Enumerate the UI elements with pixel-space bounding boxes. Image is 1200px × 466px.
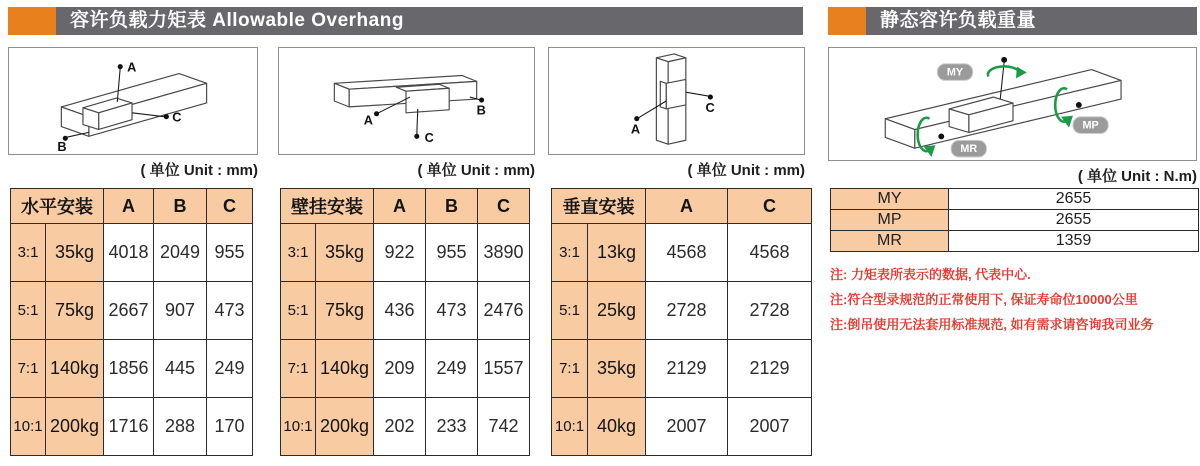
unit-caption: ( 单位 Unit : mm) <box>140 162 258 179</box>
mr-badge: MR <box>960 143 978 156</box>
point-b-label: B <box>476 102 486 118</box>
table-row <box>281 398 530 456</box>
value-cell: 473 <box>207 282 253 340</box>
unit-caption: ( 单位 Unit : mm) <box>687 162 805 179</box>
value-cell: 2007 <box>728 398 812 456</box>
value-cell: 1716 <box>104 398 154 456</box>
ratio-cell: 5:1 <box>552 282 588 340</box>
table-row <box>552 224 812 282</box>
load-cell: 25kg <box>588 282 646 340</box>
vertical-mount-diagram <box>548 47 805 155</box>
horizontal-mount-table <box>10 188 253 456</box>
moment-value: 2655 <box>949 210 1199 231</box>
value-cell: 2007 <box>646 398 728 456</box>
ratio-cell: 3:1 <box>11 224 46 282</box>
value-cell: 209 <box>374 340 426 398</box>
value-cell: 2129 <box>646 340 728 398</box>
orange-accent-block <box>8 7 56 35</box>
load-cell: 35kg <box>316 224 374 282</box>
point-c-label: C <box>424 130 434 146</box>
table-row <box>11 340 253 398</box>
point-a-label: A <box>127 59 137 75</box>
col-header-c: C <box>728 189 812 224</box>
col-header-b: B <box>426 189 478 224</box>
value-cell: 170 <box>207 398 253 456</box>
beam-moment-axes-icon <box>829 48 1196 160</box>
value-cell: 2476 <box>478 282 530 340</box>
note-line: 注: 力矩表所表示的数据, 代表中心. <box>830 267 1031 282</box>
point-a-label: A <box>630 121 641 137</box>
unit-caption: ( 单位 Unit : N.m) <box>1077 168 1197 185</box>
load-cell: 140kg <box>46 340 104 398</box>
table-row <box>281 282 530 340</box>
section-title: 容许负载力矩表 Allowable Overhang <box>56 7 803 35</box>
point-b-label: B <box>57 139 67 154</box>
wall-mount-table <box>280 188 530 456</box>
value-cell: 233 <box>426 398 478 456</box>
load-cell: 40kg <box>588 398 646 456</box>
col-header-a: A <box>104 189 154 224</box>
col-header-b: B <box>154 189 207 224</box>
moment-label: MY <box>831 189 949 210</box>
ratio-cell: 7:1 <box>11 340 46 398</box>
ratio-cell: 10:1 <box>552 398 588 456</box>
ratio-cell: 7:1 <box>281 340 316 398</box>
table-row <box>11 398 253 456</box>
mp-badge: MP <box>1082 119 1099 132</box>
value-cell: 2129 <box>728 340 812 398</box>
beam-isometric-icon <box>279 48 534 154</box>
ratio-cell: 7:1 <box>552 340 588 398</box>
value-cell: 249 <box>207 340 253 398</box>
load-cell: 35kg <box>46 224 104 282</box>
value-cell: 907 <box>154 282 207 340</box>
ratio-cell: 3:1 <box>281 224 316 282</box>
table-row <box>11 224 253 282</box>
unit-caption: ( 单位 Unit : mm) <box>417 162 535 179</box>
load-cell: 140kg <box>316 340 374 398</box>
table-title: 壁挂安装 <box>281 189 374 224</box>
value-cell: 4018 <box>104 224 154 282</box>
value-cell: 1557 <box>478 340 530 398</box>
ratio-cell: 10:1 <box>11 398 46 456</box>
table-row <box>831 210 1199 231</box>
ratio-cell: 5:1 <box>281 282 316 340</box>
moment-label: MP <box>831 210 949 231</box>
point-c-label: C <box>172 109 182 125</box>
section-header-static-load <box>828 7 1197 35</box>
beam-isometric-icon <box>9 48 257 154</box>
table-row <box>281 340 530 398</box>
value-cell: 2667 <box>104 282 154 340</box>
table-row <box>831 231 1199 252</box>
table-row <box>552 282 812 340</box>
section-header-allowable-overhang <box>8 7 803 35</box>
table-header-row <box>552 189 812 224</box>
col-header-c: C <box>478 189 530 224</box>
value-cell: 742 <box>478 398 530 456</box>
load-cell: 13kg <box>588 224 646 282</box>
value-cell: 2728 <box>646 282 728 340</box>
point-c-label: C <box>705 99 715 115</box>
moment-value: 1359 <box>949 231 1199 252</box>
vertical-mount-table <box>551 188 812 456</box>
value-cell: 1856 <box>104 340 154 398</box>
my-badge: MY <box>946 66 964 79</box>
value-cell: 288 <box>154 398 207 456</box>
horizontal-mount-diagram <box>8 47 258 155</box>
table-header-row <box>281 189 530 224</box>
load-cell: 75kg <box>316 282 374 340</box>
note-line: 注:符合型录规范的正常使用下, 保证寿命位10000公里 <box>830 292 1138 307</box>
table-row <box>281 224 530 282</box>
ratio-cell: 10:1 <box>281 398 316 456</box>
load-cell: 200kg <box>316 398 374 456</box>
table-row <box>11 282 253 340</box>
static-load-table <box>830 188 1199 252</box>
value-cell: 436 <box>374 282 426 340</box>
value-cell: 4568 <box>728 224 812 282</box>
load-cell: 35kg <box>588 340 646 398</box>
value-cell: 445 <box>154 340 207 398</box>
value-cell: 955 <box>207 224 253 282</box>
table-title: 水平安装 <box>11 189 104 224</box>
value-cell: 2049 <box>154 224 207 282</box>
note-line: 注:倒吊使用无法套用标准规范, 如有需求请咨询我司业务 <box>830 317 1154 332</box>
value-cell: 4568 <box>646 224 728 282</box>
table-title: 垂直安装 <box>552 189 646 224</box>
wall-mount-diagram <box>278 47 535 155</box>
value-cell: 922 <box>374 224 426 282</box>
col-header-a: A <box>646 189 728 224</box>
value-cell: 202 <box>374 398 426 456</box>
point-a-label: A <box>363 112 374 128</box>
moment-label: MR <box>831 231 949 252</box>
table-row <box>552 398 812 456</box>
notes-block <box>830 262 1154 337</box>
value-cell: 473 <box>426 282 478 340</box>
col-header-c: C <box>207 189 253 224</box>
col-header-a: A <box>374 189 426 224</box>
ratio-cell: 5:1 <box>11 282 46 340</box>
table-row <box>552 340 812 398</box>
value-cell: 955 <box>426 224 478 282</box>
value-cell: 2728 <box>728 282 812 340</box>
value-cell: 3890 <box>478 224 530 282</box>
beam-isometric-icon <box>549 48 804 154</box>
section-title: 静态容许负载重量 <box>866 7 1197 35</box>
ratio-cell: 3:1 <box>552 224 588 282</box>
static-moment-diagram <box>828 47 1197 161</box>
value-cell: 249 <box>426 340 478 398</box>
table-row <box>831 189 1199 210</box>
orange-accent-block <box>828 7 866 35</box>
table-header-row <box>11 189 253 224</box>
load-cell: 75kg <box>46 282 104 340</box>
moment-value: 2655 <box>949 189 1199 210</box>
load-cell: 200kg <box>46 398 104 456</box>
